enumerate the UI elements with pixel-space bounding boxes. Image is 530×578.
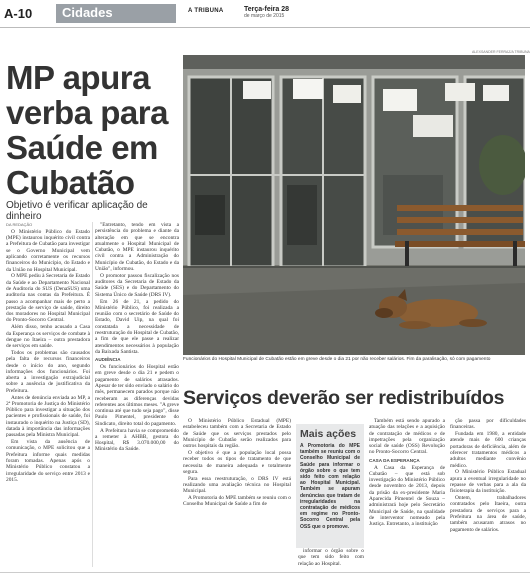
article-paragraph: Também está sendo apurado a atuação das relações e a aquisição de contratação de médicos e de impetrações pela organização social de saúde (OSS) Revolução no Pronto-Socorro Central.: [369, 418, 445, 456]
issue-date: [244, 6, 289, 20]
article-column-4: [298, 548, 364, 570]
article-subheading: AUDIÊNCIA: [95, 357, 121, 363]
header-rule: [0, 27, 530, 28]
article-paragraph: Em vista da ausência de comunicação, o MPE solicitou que a Prefeitura informe quais medidas foram tomadas. Apenas após o Ministério Público constatou a irregularidade do serviço entre 2013 e 2015.: [6, 439, 90, 483]
issue-date-detail: de março de 2015: [244, 13, 285, 19]
photo-caption: Funcionários do Hospital Municipal de Cubatão estão em greve desde o dia 21 por não receber salários. Fim da paralisação, só com pagamento: [183, 357, 491, 362]
article-paragraph: O Ministério Público Estadual apura a eventual irregularidade no repasse de verbas para a ala da fisioterapia da instituição.: [450, 469, 526, 495]
article-paragraph: Antes de denúncia enviada ao MP, a 2ª Promotoria de Justiça do Ministério Público para investigar a situação dos pacientes e profissionais de saúde, foi instaurado o inquérito na Justiça (SD), datada à importância das informações passadas pela Ministra Municipal.: [6, 394, 90, 439]
article-column-1: [6, 222, 90, 567]
page-header: [0, 0, 530, 30]
article-headline: MP apura verba para Saúde em Cubatão: [6, 59, 168, 201]
issue-weekday: Terça-feira 28: [244, 6, 290, 13]
article-paragraph: Além disso, tenho acusado a Casa da Esperança os serviços de combate à dengue no Itaeira – outra prestadora de serviços em saúde.: [6, 324, 90, 350]
sidebar-box-body: A Promotoria do MPE também se reuniu com o Conselho Municipal de Saúde para informar o órgão sobre o que tem sido feito com relação ao Hospital Municipal. Também se apuram denúncias que tratam de irregularidades na contratação de médicos em regime no Pronto-Socorro Central pela OSS que o promove.: [300, 443, 360, 530]
newspaper-name: A TRIBUNA: [188, 8, 224, 14]
article-paragraph: O Ministério Público do Estado (MPE) instaurou inquérito civil contra a Prefeitura de Cubatão para investigar se o Governo Municipal vem aplicando corretamente os recursos financeiros do Município, do Estado e da União no Hospital Municipal.: [6, 228, 90, 273]
hospital-dog-photo: [183, 55, 525, 355]
article-paragraph: O Ministério Público Estadual (MPE) estabeleceu também com a Secretaria de Estado de Saúde que os serviços prestados pelo Município de Cubatão serão realizados para outros hospitais da região.: [183, 418, 291, 450]
article-paragraph: A Promotoria do MPE também se reuniu com o Conselho Municipal de Saúde a fim de: [183, 495, 291, 508]
article-photo: [183, 55, 525, 355]
article-paragraph: A Prefeitura havia se comprometido a remeter à AHBB, gestora do Hospital, R$ 3.070.000,00 do Ministério da Saúde.: [95, 427, 179, 453]
article-paragraph: Os funcionários do Hospital estão em greve desde o dia 21 e pedem o pagamento de salários atrasados. Apesar de ter sido enviado o salário do mês, permanecem parados porque não receberam as diferenças devidas referentes aos últimos meses. "A greve continua até que tudo seja pago", disse Paulo Pimentel, presidente do Sindicato, direito total do pagamento.: [95, 364, 179, 427]
article-paragraph: Ontem, trabalhadores contratados pelo Itaeira, outra prestadora de serviços para a Prefeitura na área de saúde, também acusaram atrasos no pagamento de salários.: [450, 495, 526, 533]
second-headline: Serviços deverão ser redistribuídos: [183, 387, 505, 409]
section-label: Cidades: [56, 4, 176, 23]
article-paragraph: ção passa por dificuldades financeiras.: [450, 418, 526, 431]
article-paragraph: "Entretanto, tendo em vista a persistência do problema e diante da alteração em que se encontra atualmente o Hospital Municipal de Cubatão, o MPE instaurou inquérito civil contra a Administração do Município de Cubatão, do Estado e da União", informou.: [95, 222, 179, 273]
article-paragraph: O objetivo é que a população local possa receber todos os tipos de tratamento de que necessita de maneira adequada e totalmente segura.: [183, 449, 291, 475]
article-paragraph: Todos os problemas são causados pela falta de recursos financeiros desde o início do ano, segundo informações dos funcionários. Foi aberta a investigação extrajudicial sobre a ausência de justificativa da Prefeitura.: [6, 349, 90, 394]
article-column-5: [369, 418, 445, 570]
article-subhead: Objetivo é verificar aplicação de dinheiro: [6, 200, 148, 222]
footer-rule: [0, 572, 530, 573]
article-paragraph: A Casa da Esperança de Cubatão – que está sob investigação do Ministério Público desde novembro de 2013, depois da prisão da ex-presidente Maria Aparecida Pimentel de Souza – administrará hoje pelo Secretário Municipal de Saúde, na qualidade de interventor nomeado pela Justiça. Entretanto, a instituição: [369, 464, 445, 528]
photo-credit: ALEXSANDER FERRAZ/A TRIBUNA: [472, 50, 530, 54]
article-paragraph: O MPE pediu à Secretaria de Estado da Saúde e ao Departamento Nacional de Auditoria do SUS (DenaSUS) uma auditoria nas contas da Prefeitura. É passo a acompanhar mais de perto a prestação de serviço de saúde, direito dos moradores no Hospital Municipal do Pronto-Socorro Central.: [6, 273, 90, 324]
article-column-2: [95, 222, 179, 567]
article-column-6: [450, 418, 526, 570]
article-subheading: CASA DA ESPERANÇA: [369, 457, 420, 463]
article-paragraph: informar o órgão sobre o que tem sido feito com relação ao Hospital.: [298, 548, 364, 567]
column-rule: [92, 222, 93, 567]
article-byline: DA REDAÇÃO: [6, 222, 33, 227]
article-paragraph: Para essa reestruturação, o DRS IV está realizando uma avaliação técnica no Hospital Municipal.: [183, 475, 291, 495]
article-paragraph: Fundada em 1980, a entidade atende mais de 600 crianças portadoras de deficiência, além de oferecer tratamentos médicos a adultos mediante convênio médico.: [450, 431, 526, 469]
sidebar-box-mais-acoes: [296, 424, 364, 548]
page-number: A-10: [4, 6, 33, 21]
sidebar-box-title: Mais ações: [300, 428, 357, 440]
article-column-3: [183, 418, 291, 568]
article-paragraph: Em 26 de 21, a pedido do Ministério Público, foi realizada a reunião com o secretário de Saúde do Estado, David Uip, na qual foi constatada a necessidade de reestruturação do Hospital de Cubatão, a fim de que ele passe a realizar atendimentos necessários à população da Baixada Santista.: [95, 298, 179, 355]
article-paragraph: O promotor passou fiscalização nos auditores da Secretaria de Estado da Saúde (SES) e do Departamento do Sistema Único de Saúde (DRS IV).: [95, 272, 179, 298]
